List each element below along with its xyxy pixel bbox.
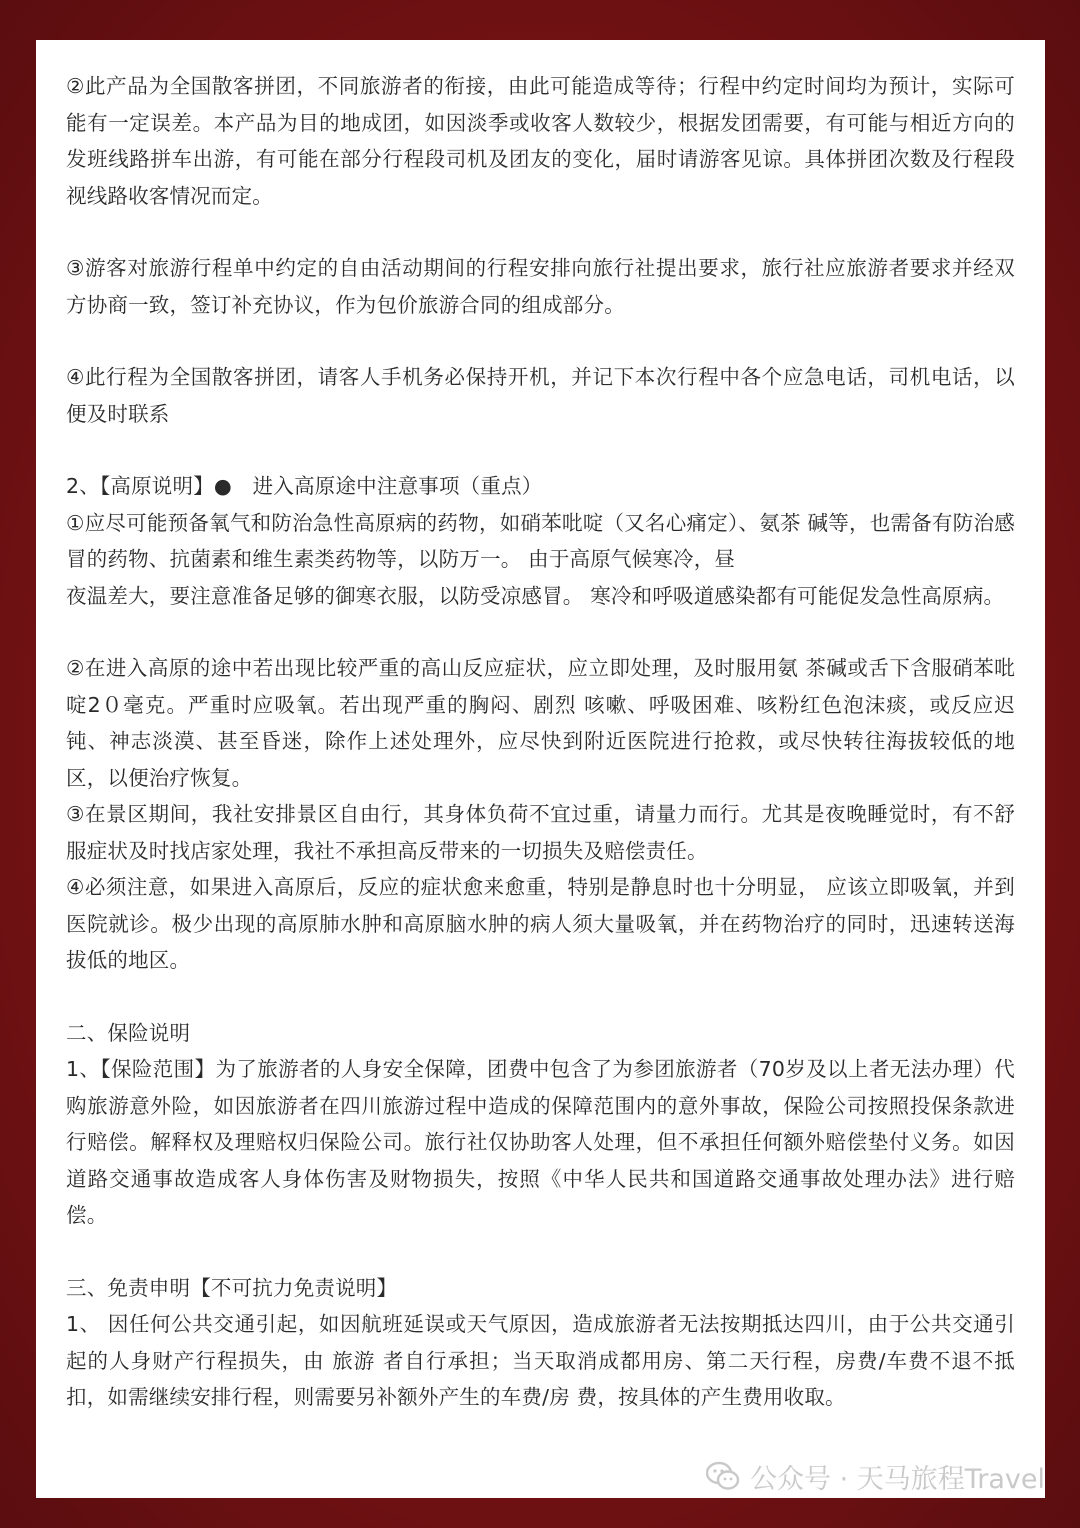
spacer [66,614,1015,650]
wechat-icon [706,1461,740,1491]
spacer [66,1234,1015,1270]
paragraph-itinerary-note-4: ④此行程为全国散客拼团，请客人手机务必保持开机，并记下本次行程中各个应急电话，司机电话，以便及时联系 [66,365,1015,426]
spacer [66,323,1015,359]
paragraph-plateau-2: ②在进入高原的途中若出现比较严重的高山反应症状，应立即处理，及时服用氨 茶碱或舌下含服硝苯吡啶2０毫克。严重时应吸氧。若出现严重的胸闷、剧烈 咳嗽、呼吸困难、咳粉红色泡沫痰，或反应迟钝、神志淡漠、甚至昏迷，除作上述处理外，应尽快到附近医院进行抢救，或尽快转往海拔较低的地区，以便治疗恢复。 [66,656,1015,790]
spacer [66,432,1015,468]
spacer [66,214,1015,250]
paragraph-plateau-1b: 夜温差大，要注意准备足够的御寒衣服，以防受凉感冒。 寒冷和呼吸道感染都有可能促发急性高原病。 [66,583,1005,608]
watermark-text: 公众号 · 天马旅程Travel [749,1463,1045,1495]
section-heading-insurance: 二、保险说明 [66,1020,191,1045]
spacer [66,979,1015,1015]
document-sheet [36,40,1045,1498]
paragraph-plateau-3: ③在景区期间，我社安排景区自由行，其身体负荷不宜过重，请量力而行。尤其是夜晚睡觉时，有不舒服症状及时找店家处理，我社不承担高反带来的一切损失及赔偿责任。 [66,802,1015,863]
paragraph-plateau-1a: ①应尽可能预备氧气和防治急性高原病的药物，如硝苯吡啶（又名心痛定）、氨茶 碱等，也需备有防治感冒的药物、抗菌素和维生素类药物等，以防万一。 由于高原气候寒冷，昼 [66,510,1015,571]
watermark [706,1454,1045,1498]
section-heading-disclaimer: 三、免责申明【不可抗力免责说明】 [66,1275,398,1300]
paragraph-itinerary-note-3: ③游客对旅游行程单中约定的自由活动期间的行程安排向旅行社提出要求，旅行社应旅游者要求并经双方协商一致，签订补充协议，作为包价旅游合同的组成部分。 [66,256,1015,317]
section-heading-plateau: 2、【高原说明】● 进入高原途中注意事项（重点） [66,474,543,498]
paragraph-insurance-scope: 1、【保险范围】为了旅游者的人身安全保障，团费中包含了为参团旅游者（70岁及以上者无法办理）代购旅游意外险，如因旅游者在四川旅游过程中造成的保障范围内的意外事故，保险公司按照投保条款进行赔偿。解释权及理赔权归保险公司。旅行社仅协助客人处理，但不承担任何额外赔偿垫付义务。如因道路交通事故造成客人身体伤害及财物损失，按照《中华人民共和国道路交通事故处理办法》进行赔偿。 [66,1057,1015,1227]
paragraph-plateau-4: ④必须注意，如果进入高原后，反应的症状愈来愈重，特别是静息时也十分明显， 应该立即吸氧，并到医院就诊。极少出现的高原肺水肿和高原脑水肿的病人须大量吸氧，并在药物治疗的同时，迅速转送海拔低的地区。 [66,875,1015,972]
paragraph-disclaimer-1: 1、 因任何公共交通引起，如因航班延误或天气原因，造成旅游者无法按期抵达四川，由于公共交通引起的人身财产行程损失，由 旅游 者自行承担；当天取消成都用房、第二天行程，房费/车费不退不抵扣，如需继续安排行程，则需要另补额外产生的车费/房 费，按具体的产生费用收取。 [66,1312,1015,1409]
paragraph-itinerary-note-2: ②此产品为全国散客拼团，不同旅游者的衔接，由此可能造成等待；行程中约定时间均为预计，实际可能有一定误差。本产品为目的地成团，如因淡季或收客人数较少，根据发团需要，有可能与相近方向的发班线路拼车出游，有可能在部分行程段司机及团友的变化，届时请游客见谅。具体拼团次数及行程段视线路收客情况而定。 [66,74,1015,208]
